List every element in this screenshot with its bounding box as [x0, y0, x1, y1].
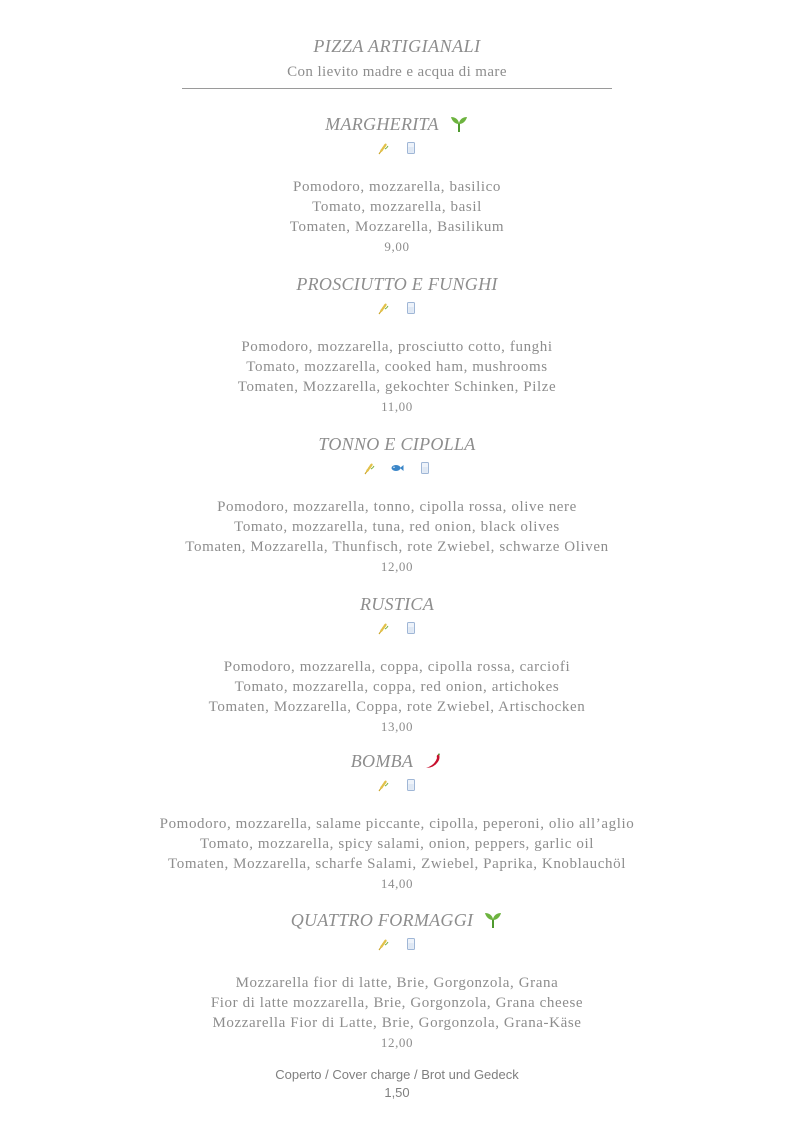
description-line-it: Pomodoro, mozzarella, basilico — [293, 179, 501, 195]
gluten-wheat-icon — [376, 937, 390, 951]
menu-item-price: 12,00 — [380, 1035, 414, 1050]
menu-item — [0, 271, 794, 417]
menu-item-header — [0, 431, 794, 457]
dairy-milk-icon — [404, 778, 418, 792]
menu-item-name: BOMBA — [350, 750, 414, 771]
description-line-it: Pomodoro, mozzarella, tonno, cipolla rossa, olive nere — [217, 499, 577, 515]
gluten-wheat-icon — [376, 141, 390, 155]
description-line-en: Tomato, mozzarella, coppa, red onion, artichokes — [234, 679, 560, 695]
menu-item — [0, 111, 794, 257]
menu-item-price: 14,00 — [380, 876, 414, 891]
menu-item-price: 11,00 — [381, 399, 413, 414]
dairy-milk-icon — [418, 461, 432, 475]
gluten-wheat-icon — [376, 778, 390, 792]
menu-item — [0, 591, 794, 737]
fish-icon — [390, 461, 404, 475]
gluten-wheat-icon — [376, 301, 390, 315]
allergen-icons — [0, 935, 794, 953]
description-line-de: Tomaten, Mozzarella, Coppa, rote Zwiebel, Artischocken — [208, 699, 586, 715]
dairy-milk-icon — [404, 301, 418, 315]
description-line-it: Mozzarella fior di latte, Brie, Gorgonzola, Grana — [235, 975, 559, 991]
gluten-wheat-icon — [376, 621, 390, 635]
menu-item-header — [0, 111, 794, 137]
dairy-milk-icon — [404, 621, 418, 635]
menu-item-name: MARGHERITA — [325, 113, 439, 134]
description-line-de: Tomaten, Mozzarella, Basilikum — [289, 219, 505, 235]
menu-item-price: 12,00 — [380, 559, 414, 574]
section-subtitle: Con lievito madre e acqua di mare — [287, 64, 507, 80]
menu-item-header — [0, 591, 794, 617]
allergen-icons — [0, 619, 794, 637]
allergen-icons — [0, 776, 794, 794]
menu-item-price: 13,00 — [380, 719, 414, 734]
allergen-icons — [0, 299, 794, 317]
menu-item-header — [0, 271, 794, 297]
menu-item-description — [0, 177, 794, 237]
description-line-en: Fior di latte mozzarella, Brie, Gorgonzola, Grana cheese — [210, 995, 584, 1011]
menu-item-description — [0, 657, 794, 717]
menu-item-description — [0, 973, 794, 1033]
cover-charge — [0, 1066, 794, 1102]
description-line-it: Pomodoro, mozzarella, prosciutto cotto, funghi — [241, 339, 553, 355]
allergen-icons — [0, 139, 794, 157]
description-line-de: Mozzarella Fior di Latte, Brie, Gorgonzola, Grana-Käse — [212, 1015, 582, 1031]
menu-item-header — [0, 748, 794, 774]
menu-item-header — [0, 907, 794, 933]
menu-item-description — [0, 497, 794, 557]
description-line-it: Pomodoro, mozzarella, coppa, cipolla rossa, carciofi — [223, 659, 571, 675]
section-divider — [182, 88, 612, 89]
menu-item-description — [0, 814, 794, 874]
menu-item — [0, 748, 794, 894]
description-line-en: Tomato, mozzarella, tuna, red onion, black olives — [234, 519, 560, 535]
description-line-en: Tomato, mozzarella, spicy salami, onion, peppers, garlic oil — [199, 836, 594, 852]
description-line-it: Pomodoro, mozzarella, salame piccante, cipolla, peperoni, olio all’aglio — [159, 816, 635, 832]
vegetarian-sprout-icon — [483, 911, 503, 929]
menu-item-price: 9,00 — [384, 239, 410, 254]
description-line-en: Tomato, mozzarella, cooked ham, mushrooms — [246, 359, 548, 375]
dairy-milk-icon — [404, 937, 418, 951]
menu-item-name: QUATTRO FORMAGGI — [290, 909, 474, 930]
spicy-chili-icon — [423, 752, 443, 770]
menu-item — [0, 431, 794, 577]
cover-charge-price: 1,50 — [384, 1085, 410, 1100]
description-line-en: Tomato, mozzarella, basil — [312, 199, 482, 215]
menu-item-name: PROSCIUTTO E FUNGHI — [296, 273, 498, 294]
cover-charge-label: Coperto / Cover charge / Brot und Gedeck — [275, 1067, 519, 1082]
description-line-de: Tomaten, Mozzarella, scharfe Salami, Zwiebel, Paprika, Knoblauchöl — [168, 856, 626, 872]
section-title: PIZZA ARTIGIANALI — [313, 36, 481, 56]
gluten-wheat-icon — [362, 461, 376, 475]
description-line-de: Tomaten, Mozzarella, gekochter Schinken, Pilze — [237, 379, 557, 395]
menu-item-description — [0, 337, 794, 397]
menu-item-name: TONNO E CIPOLLA — [318, 433, 476, 454]
menu-item-name: RUSTICA — [359, 593, 435, 614]
allergen-icons — [0, 459, 794, 477]
description-line-de: Tomaten, Mozzarella, Thunfisch, rote Zwiebel, schwarze Oliven — [185, 539, 609, 555]
menu-item — [0, 907, 794, 1053]
vegetarian-sprout-icon — [449, 115, 469, 133]
dairy-milk-icon — [404, 141, 418, 155]
